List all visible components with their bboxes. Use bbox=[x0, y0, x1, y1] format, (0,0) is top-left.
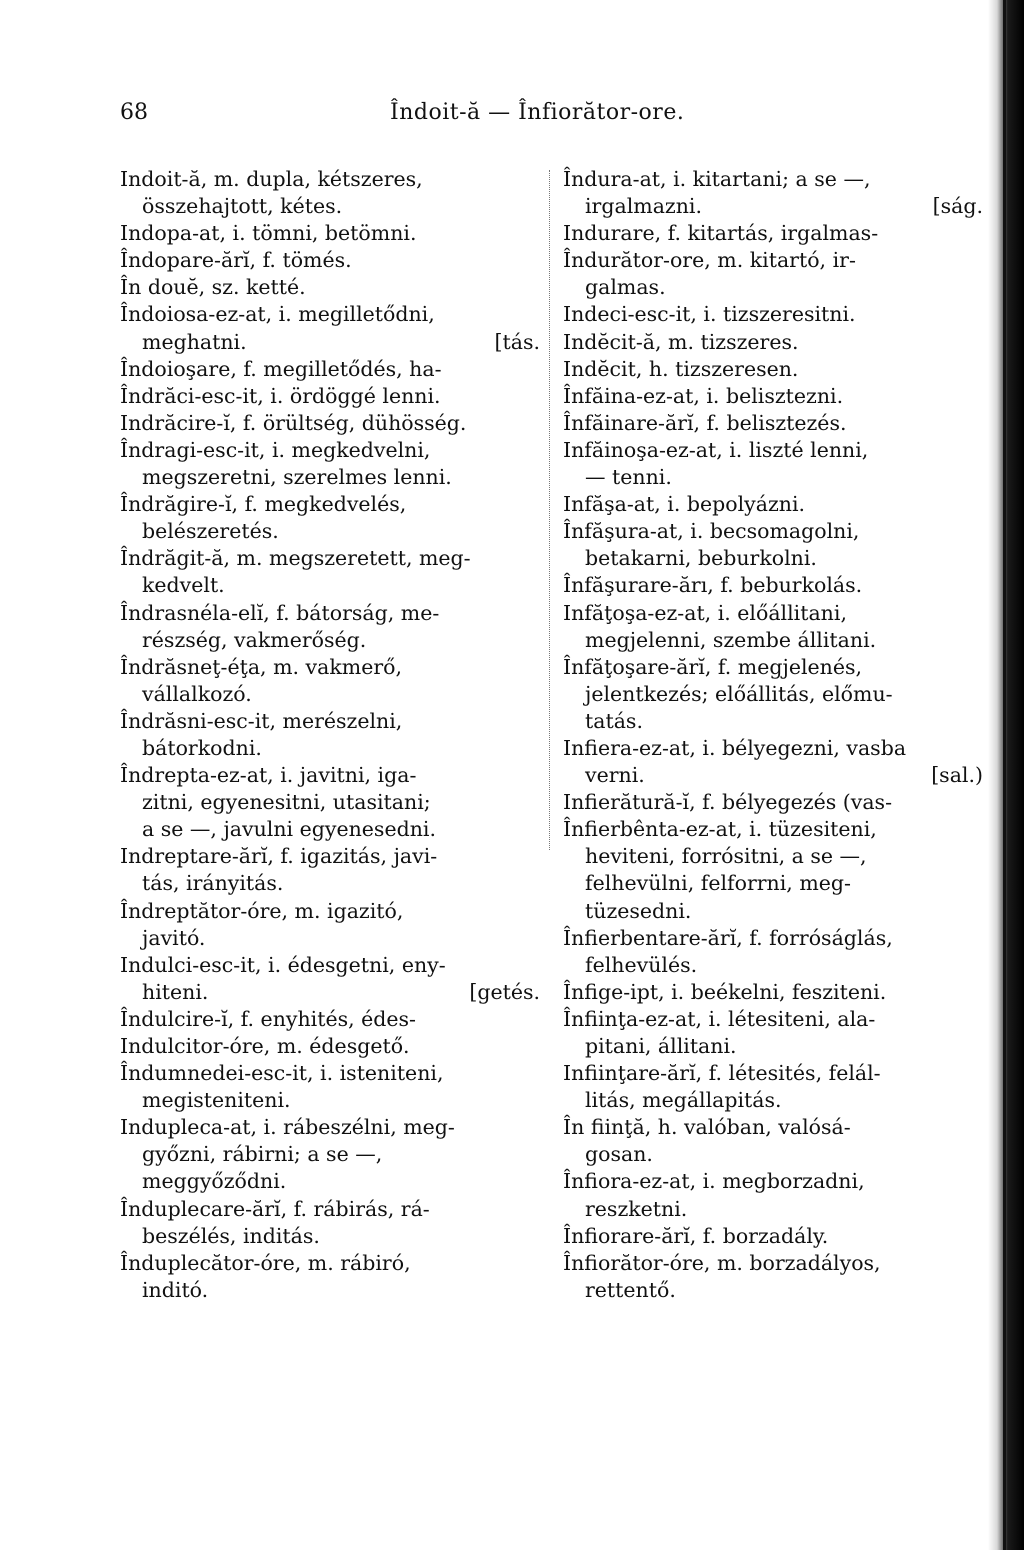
entry-continuation-line bbox=[120, 627, 540, 654]
entry-continuation-line bbox=[563, 627, 983, 654]
dictionary-entry-line bbox=[563, 437, 983, 464]
entry-text: Îndulcire-ĭ, f. enyhités, édes- bbox=[120, 1006, 416, 1031]
entry-continuation-line bbox=[563, 274, 983, 301]
dictionary-entry-line bbox=[120, 708, 540, 735]
entry-text: Îndragi-esc-it, i. megkedvelni, bbox=[120, 437, 431, 462]
dictionary-entry-line bbox=[120, 898, 540, 925]
entry-continuation-line bbox=[563, 1196, 983, 1223]
entry-text: Indulcitor-óre, m. édesgető. bbox=[120, 1034, 410, 1058]
entry-continuation-line bbox=[563, 1277, 983, 1304]
entry-text: Indeci-esc-it, i. tizszeresitni. bbox=[563, 302, 856, 327]
entry-text: Indulci-esc-it, i. édesgetni, eny- bbox=[120, 952, 446, 977]
dictionary-entry-line bbox=[120, 1250, 540, 1277]
entry-text: Infăţoşa-ez-at, i. előállitani, bbox=[563, 600, 847, 625]
entry-continuation-line bbox=[120, 681, 540, 708]
entry-text: vállalkozó. bbox=[142, 681, 252, 706]
entry-text: Indreptare-ărĭ, f. igazitás, javi- bbox=[120, 844, 438, 869]
page-header bbox=[120, 100, 960, 134]
dictionary-entry-line bbox=[563, 166, 983, 193]
dictionary-entry-line bbox=[563, 979, 983, 1006]
entry-continuation-line bbox=[120, 1223, 540, 1250]
entry-text: zitni, egyenesitni, utasitani; bbox=[142, 790, 431, 815]
dictionary-entry-line bbox=[563, 383, 983, 410]
entry-text: Înfăinare-ărĭ, f. belisztezés. bbox=[563, 410, 847, 435]
entry-continuation-line bbox=[120, 572, 540, 599]
entry-continuation-line bbox=[563, 464, 983, 491]
left-column bbox=[120, 166, 540, 1304]
page-edge-line bbox=[1003, 0, 1006, 1550]
entry-text: Îndreptător-óre, m. igazitó, bbox=[120, 898, 404, 923]
dictionary-entry-line bbox=[563, 410, 983, 437]
entry-continuation-line bbox=[563, 193, 983, 220]
right-column bbox=[563, 166, 983, 1304]
entry-text: Indurare, f. kitartás, irgalmas- bbox=[563, 221, 879, 246]
entry-text: Îndrăsneţ-éţa, m. vakmerő, bbox=[120, 654, 403, 679]
entry-text: Îndumnedei-esc-it, i. isteniteni, bbox=[120, 1061, 444, 1086]
dictionary-entry-line bbox=[120, 952, 540, 979]
entry-text: részség, vakmerőség. bbox=[142, 627, 367, 652]
entry-text: În douĕ, sz. ketté. bbox=[120, 275, 306, 300]
dictionary-entry-line bbox=[120, 437, 540, 464]
entry-text: Îndrasnéla-elĭ, f. bátorság, me- bbox=[120, 600, 440, 625]
entry-continuation-line bbox=[120, 1141, 540, 1168]
entry-text: Înduplecare-ărĭ, f. rábirás, rá- bbox=[120, 1196, 430, 1221]
entry-text: Înfierbênta-ez-at, i. tüzesiteni, bbox=[563, 817, 877, 842]
dictionary-entry-line bbox=[563, 301, 983, 328]
entry-continuation-line bbox=[563, 762, 983, 789]
entry-text: Indrăcire-ĭ, f. örültség, dühösség. bbox=[120, 410, 467, 435]
dictionary-entry-line bbox=[120, 356, 540, 383]
entry-tail-fragment: [sal.) bbox=[931, 763, 983, 788]
dictionary-entry-line bbox=[120, 274, 540, 301]
entry-text: Indĕcit-ă, m. tizszeres. bbox=[563, 329, 799, 354]
entry-text: Îndopare-ărĭ, f. tömés. bbox=[120, 248, 352, 273]
entry-text: Îndura-at, i. kitartani; a se —, bbox=[563, 167, 871, 191]
entry-text: összehajtott, kétes. bbox=[142, 194, 343, 219]
entry-text: gosan. bbox=[585, 1142, 653, 1167]
entry-text: betakarni, beburkolni. bbox=[585, 546, 817, 571]
entry-text: beszélés, inditás. bbox=[142, 1223, 320, 1248]
entry-text: belészeretés. bbox=[142, 519, 279, 544]
dictionary-entry-line bbox=[563, 518, 983, 545]
dictionary-entry-line bbox=[120, 410, 540, 437]
dictionary-entry-line bbox=[563, 654, 983, 681]
entry-continuation-line bbox=[563, 952, 983, 979]
entry-text: meggyőződni. bbox=[142, 1169, 287, 1194]
entry-text: Îndrăgire-ĭ, f. megkedvelés, bbox=[120, 492, 407, 517]
entry-tail-fragment: [ság. bbox=[932, 194, 983, 219]
entry-text: Infiinţare-ărĭ, f. létesités, felál- bbox=[563, 1061, 881, 1086]
entry-tail-fragment: [getés. bbox=[469, 979, 540, 1004]
entry-text: jelentkezés; előállitás, előmu- bbox=[585, 681, 893, 706]
dictionary-entry-line bbox=[563, 735, 983, 762]
entry-text: Îndurător-ore, m. kitartó, ir- bbox=[563, 248, 856, 273]
entry-continuation-line bbox=[563, 843, 983, 870]
entry-continuation-line bbox=[120, 464, 540, 491]
running-head: Îndoit-ă — Înfiorător-ore. bbox=[390, 100, 685, 125]
dictionary-entry-line bbox=[120, 600, 540, 627]
dictionary-entry-line bbox=[120, 1033, 540, 1060]
entry-text: Înfiora-ez-at, i. megborzadni, bbox=[563, 1169, 865, 1194]
dictionary-entry-line bbox=[563, 1006, 983, 1033]
entry-continuation-line bbox=[120, 925, 540, 952]
dictionary-entry-line bbox=[120, 654, 540, 681]
entry-continuation-line bbox=[120, 329, 540, 356]
entry-text: Infiera-ez-at, i. bélyegezni, vasba bbox=[563, 735, 907, 760]
dictionary-entry-line bbox=[120, 383, 540, 410]
dictionary-entry-line bbox=[563, 1060, 983, 1087]
dictionary-entry-line bbox=[563, 572, 983, 599]
dictionary-entry-line bbox=[563, 1114, 983, 1141]
dictionary-entry-line bbox=[563, 1168, 983, 1195]
dictionary-entry-line bbox=[120, 1114, 540, 1141]
dictionary-entry-line bbox=[563, 491, 983, 518]
page-number: 68 bbox=[120, 100, 148, 125]
entry-text: hiteni. bbox=[142, 979, 209, 1004]
entry-text: Înfăşurare-ărı, f. beburkolás. bbox=[563, 573, 863, 598]
entry-text: megisteniteni. bbox=[142, 1088, 291, 1113]
dictionary-entry-line bbox=[563, 1223, 983, 1250]
entry-text: Înfăina-ez-at, i. belisztezni. bbox=[563, 383, 844, 408]
entry-continuation-line bbox=[563, 898, 983, 925]
entry-text: bátorkodni. bbox=[142, 735, 262, 760]
entry-text: Înfăţoşare-ărĭ, f. megjelenés, bbox=[563, 654, 863, 679]
entry-text: Îndrăgit-ă, m. megszeretett, meg- bbox=[120, 546, 471, 571]
entry-text: felhevülni, felforrni, meg- bbox=[585, 871, 851, 896]
entry-text: Înfiorător-óre, m. borzadályos, bbox=[563, 1250, 881, 1275]
dictionary-entry-line bbox=[120, 1196, 540, 1223]
entry-continuation-line bbox=[120, 1168, 540, 1195]
entry-text: Infierătură-ĭ, f. bélyegezés (vas- bbox=[563, 790, 892, 815]
dictionary-entry-line bbox=[120, 762, 540, 789]
entry-text: — tenni. bbox=[585, 465, 672, 490]
dictionary-entry-line bbox=[120, 1006, 540, 1033]
entry-text: inditó. bbox=[142, 1277, 209, 1302]
entry-text: tás, irányitás. bbox=[142, 871, 284, 896]
dictionary-entry-line bbox=[120, 843, 540, 870]
entry-continuation-line bbox=[563, 708, 983, 735]
entry-text: győzni, rábirni; a se —, bbox=[142, 1142, 383, 1167]
entry-text: Infăinoşa-ez-at, i. liszté lenni, bbox=[563, 437, 869, 462]
dictionary-entry-line bbox=[563, 600, 983, 627]
entry-text: Înduplecător-óre, m. rábiró, bbox=[120, 1250, 411, 1275]
dictionary-entry-line bbox=[563, 925, 983, 952]
entry-text: litás, megállapitás. bbox=[585, 1088, 782, 1113]
dictionary-entry-line bbox=[563, 816, 983, 843]
entry-continuation-line bbox=[120, 789, 540, 816]
entry-text: felhevülés. bbox=[585, 952, 698, 977]
entry-text: a se —, javulni egyenesedni. bbox=[142, 817, 436, 842]
entry-text: Indupleca-at, i. rábeszélni, meg- bbox=[120, 1115, 455, 1140]
entry-text: Înfiorare-ărĭ, f. borzadály. bbox=[563, 1223, 829, 1248]
entry-tail-fragment: [tás. bbox=[494, 329, 540, 354]
dictionary-entry-line bbox=[120, 491, 540, 518]
entry-text: Indopa-at, i. tömni, betömni. bbox=[120, 221, 417, 246]
entry-text: pitani, állitani. bbox=[585, 1034, 737, 1058]
entry-text: irgalmazni. bbox=[585, 194, 702, 219]
entry-continuation-line bbox=[120, 816, 540, 843]
entry-text: reszketni. bbox=[585, 1196, 688, 1221]
dictionary-entry-line bbox=[120, 166, 540, 193]
entry-continuation-line bbox=[120, 518, 540, 545]
entry-text: Îndrepta-ez-at, i. javitni, iga- bbox=[120, 763, 417, 788]
entry-continuation-line bbox=[563, 1087, 983, 1114]
entry-text: Îndoioşare, f. megilletődés, ha- bbox=[120, 356, 442, 381]
entry-text: Îndoiosa-ez-at, i. megilletődni, bbox=[120, 302, 435, 327]
entry-text: verni. bbox=[585, 763, 645, 788]
dictionary-entry-line bbox=[120, 545, 540, 572]
dictionary-entry-line bbox=[563, 1250, 983, 1277]
entry-continuation-line bbox=[120, 1087, 540, 1114]
entry-text: kedvelt. bbox=[142, 573, 225, 598]
dictionary-entry-line bbox=[563, 220, 983, 247]
entry-continuation-line bbox=[120, 193, 540, 220]
entry-text: megjelenni, szembe állitani. bbox=[585, 627, 877, 652]
entry-text: Înfiinţa-ez-at, i. létesiteni, ala- bbox=[563, 1006, 876, 1031]
entry-continuation-line bbox=[120, 735, 540, 762]
entry-text: Înfierbentare-ărĭ, f. forróságlás, bbox=[563, 925, 893, 950]
entry-text: tatás. bbox=[585, 708, 643, 733]
dictionary-entry-line bbox=[120, 220, 540, 247]
entry-text: galmas. bbox=[585, 275, 666, 300]
entry-text: Îndrăsni-esc-it, merészelni, bbox=[120, 708, 403, 733]
entry-text: heviteni, forrósitni, a se —, bbox=[585, 844, 867, 869]
dictionary-entry-line bbox=[563, 789, 983, 816]
dictionary-entry-line bbox=[563, 329, 983, 356]
entry-text: javitó. bbox=[142, 925, 206, 950]
dictionary-entry-line bbox=[563, 247, 983, 274]
entry-continuation-line bbox=[120, 1277, 540, 1304]
column-divider bbox=[549, 170, 550, 850]
entry-text: Indĕcit, h. tizszeresen. bbox=[563, 356, 799, 381]
entry-text: Înfige-ipt, i. beékelni, fesziteni. bbox=[563, 979, 887, 1004]
entry-text: Îndrăci-esc-it, i. ördöggé lenni. bbox=[120, 383, 441, 408]
entry-continuation-line bbox=[563, 870, 983, 897]
dictionary-entry-line bbox=[120, 1060, 540, 1087]
entry-text: În fiinţă, h. valóban, valósá- bbox=[563, 1115, 851, 1140]
dictionary-entry-line bbox=[120, 247, 540, 274]
entry-continuation-line bbox=[563, 681, 983, 708]
dictionary-entry-line bbox=[120, 301, 540, 328]
entry-continuation-line bbox=[563, 1141, 983, 1168]
entry-text: megszeretni, szerelmes lenni. bbox=[142, 465, 452, 490]
entry-continuation-line bbox=[120, 870, 540, 897]
entry-continuation-line bbox=[120, 979, 540, 1006]
entry-text: tüzesedni. bbox=[585, 898, 692, 923]
dictionary-entry-line bbox=[563, 356, 983, 383]
entry-continuation-line bbox=[563, 1033, 983, 1060]
entry-text: Înfăşura-at, i. becsomagolni, bbox=[563, 519, 860, 544]
entry-text: Indoit-ă, m. dupla, kétszeres, bbox=[120, 167, 423, 191]
entry-continuation-line bbox=[563, 545, 983, 572]
entry-text: meghatni. bbox=[142, 329, 247, 354]
entry-text: rettentő. bbox=[585, 1277, 676, 1302]
page-edge-shadow bbox=[988, 0, 1024, 1550]
entry-text: Infăşa-at, i. bepolyázni. bbox=[563, 492, 806, 517]
